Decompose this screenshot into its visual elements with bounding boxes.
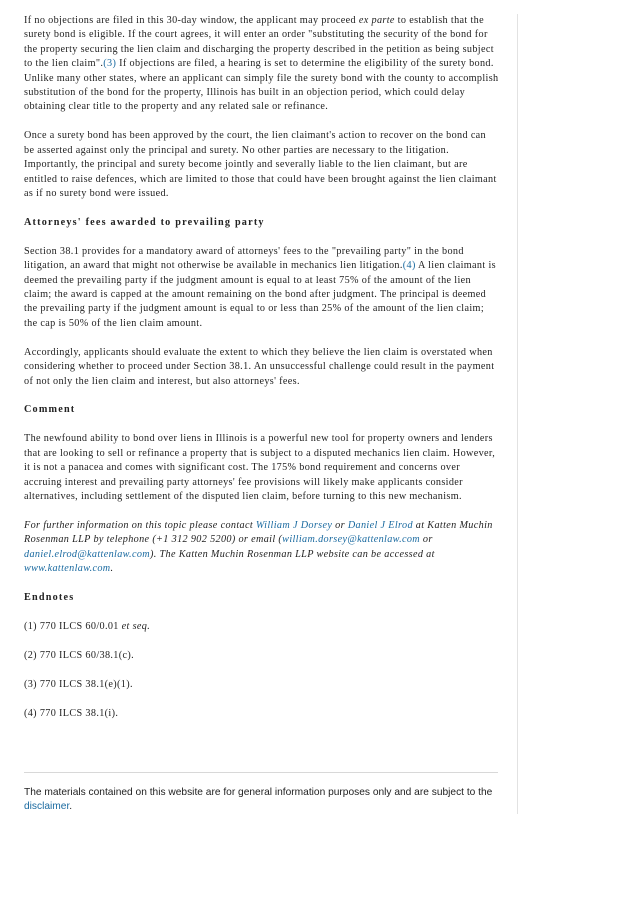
website-link[interactable]: www.kattenlaw.com <box>24 563 111 575</box>
footer-divider <box>24 772 498 773</box>
endnote-text: (4) 770 ILCS 38.1(i). <box>24 707 119 719</box>
endnote-link-4[interactable]: (4) <box>402 260 416 272</box>
email-link-dorsey[interactable]: william.dorsey@kattenlaw.com <box>282 534 420 546</box>
endnote-text: (2) 770 ILCS 60/38.1(c). <box>24 649 134 661</box>
paragraph-accordingly: Accordingly, applicants should evaluate the extent to which they believe the lien claim is overstated when considering whether to proceed under Section 38.1. An unsuccessful challenge could result in the payment of not only the lien claim and interest, but also attorneys' fees. <box>24 346 495 387</box>
footer-disclaimer <box>24 786 504 815</box>
text: to establish that the surety bond is eligible. If the court agrees, it will enter an order "substituting the security of the bond for the property securing the lien claim and discharging the property described in the petition as being subject to the lien claim". <box>24 15 494 70</box>
text: If objections are filed, a hearing is set to determine the eligibility of the surety bond. Unlike many other states, where an applicant can simply file the surety bond with the county to accomplish substitution of the bond for the property, Illinois has built in an objection period, which could delay obtaining clear title to the property and any related sale or refinance. <box>24 58 499 113</box>
endnote-text: (1) 770 ILCS 60/0.01 <box>24 620 122 632</box>
right-divider <box>517 14 518 814</box>
endnote-item <box>24 707 499 721</box>
endnote-item <box>24 678 499 692</box>
contact-link-elrod[interactable]: Daniel J Elrod <box>347 519 413 531</box>
text: or <box>332 519 348 531</box>
paragraph-ex-parte <box>24 14 499 115</box>
heading-endnotes: Endnotes <box>24 592 75 603</box>
endnotes-list <box>24 620 499 721</box>
article-body <box>24 14 499 736</box>
text: or <box>420 534 433 546</box>
italic-text: ex parte <box>358 15 395 26</box>
footer-text: The materials contained on this website are for general information purposes only and are subject to the <box>24 787 493 798</box>
email-link-elrod[interactable]: daniel.elrod@kattenlaw.com <box>24 548 150 560</box>
heading-attorneys-fees: Attorneys' fees awarded to prevailing party <box>24 216 265 228</box>
paragraph-bond-approval: Once a surety bond has been approved by the court, the lien claimant's action to recover on the bond can be asserted against only the principal and surety. No other parties are necessary to the litigation. Importantly, the principal and surety become jointly and severally liable to the lien claimant, but are entitled to raise defences, which are limited to those that could have been brought against the lien claimant as if no surety bond were issued. <box>24 130 497 199</box>
text: ). The Katten Muchin Rosenman LLP website can be accessed at <box>149 548 435 560</box>
heading-comment: Comment <box>24 404 76 416</box>
paragraph-section-38-1 <box>24 245 499 331</box>
endnote-item <box>24 649 499 663</box>
text: For further information on this topic please contact <box>24 519 256 531</box>
contact-link-dorsey[interactable]: William J Dorsey <box>255 519 333 531</box>
paragraph-contact <box>24 519 499 577</box>
endnote-item <box>24 620 499 634</box>
paragraph-comment: The newfound ability to bond over liens in Illinois is a powerful new tool for property owners and lenders that are looking to sell or refinance a property that is subject to a disputed mechanics lien claim. However, it is not a panacea and comes with significant cost. The 175% bond requirement and concerns over accruing interest and prevailing party attorneys' fee provisions will likely make applicants consider alternatives, including settlement of the disputed lien claim, before turning to this new mechanism. <box>24 433 496 502</box>
endnote-link-3[interactable]: (3) <box>103 58 117 70</box>
text: If no objections are filed in this 30-day window, the applicant may proceed <box>24 15 359 26</box>
footer-end: . <box>69 801 73 813</box>
text: . <box>110 563 114 575</box>
text: at Katten Muchin Rosenman LLP by telephone (+1 312 902 5200) or email ( <box>24 519 493 546</box>
text: Section 38.1 provides for a mandatory award of attorneys' fees to the "prevailing party" in the bond litigation, an award that might not otherwise be available in mechanics lien litigation. <box>24 245 464 272</box>
text: A lien claimant is deemed the prevailing party if the judgment amount is equal to at least 75% of the amount of the lien claim; the award is capped at the amount remaining on the bond after judgment. The principal is deemed the prevailing party if the judgment amount is equal to or less than 25% of the amount of the lien claim; the cap is 50% of the lien claim amount. <box>24 260 496 329</box>
endnote-italic: et seq. <box>121 620 151 632</box>
endnote-text: (3) 770 ILCS 38.1(e)(1). <box>24 678 133 690</box>
disclaimer-link[interactable]: disclaimer <box>24 801 70 813</box>
